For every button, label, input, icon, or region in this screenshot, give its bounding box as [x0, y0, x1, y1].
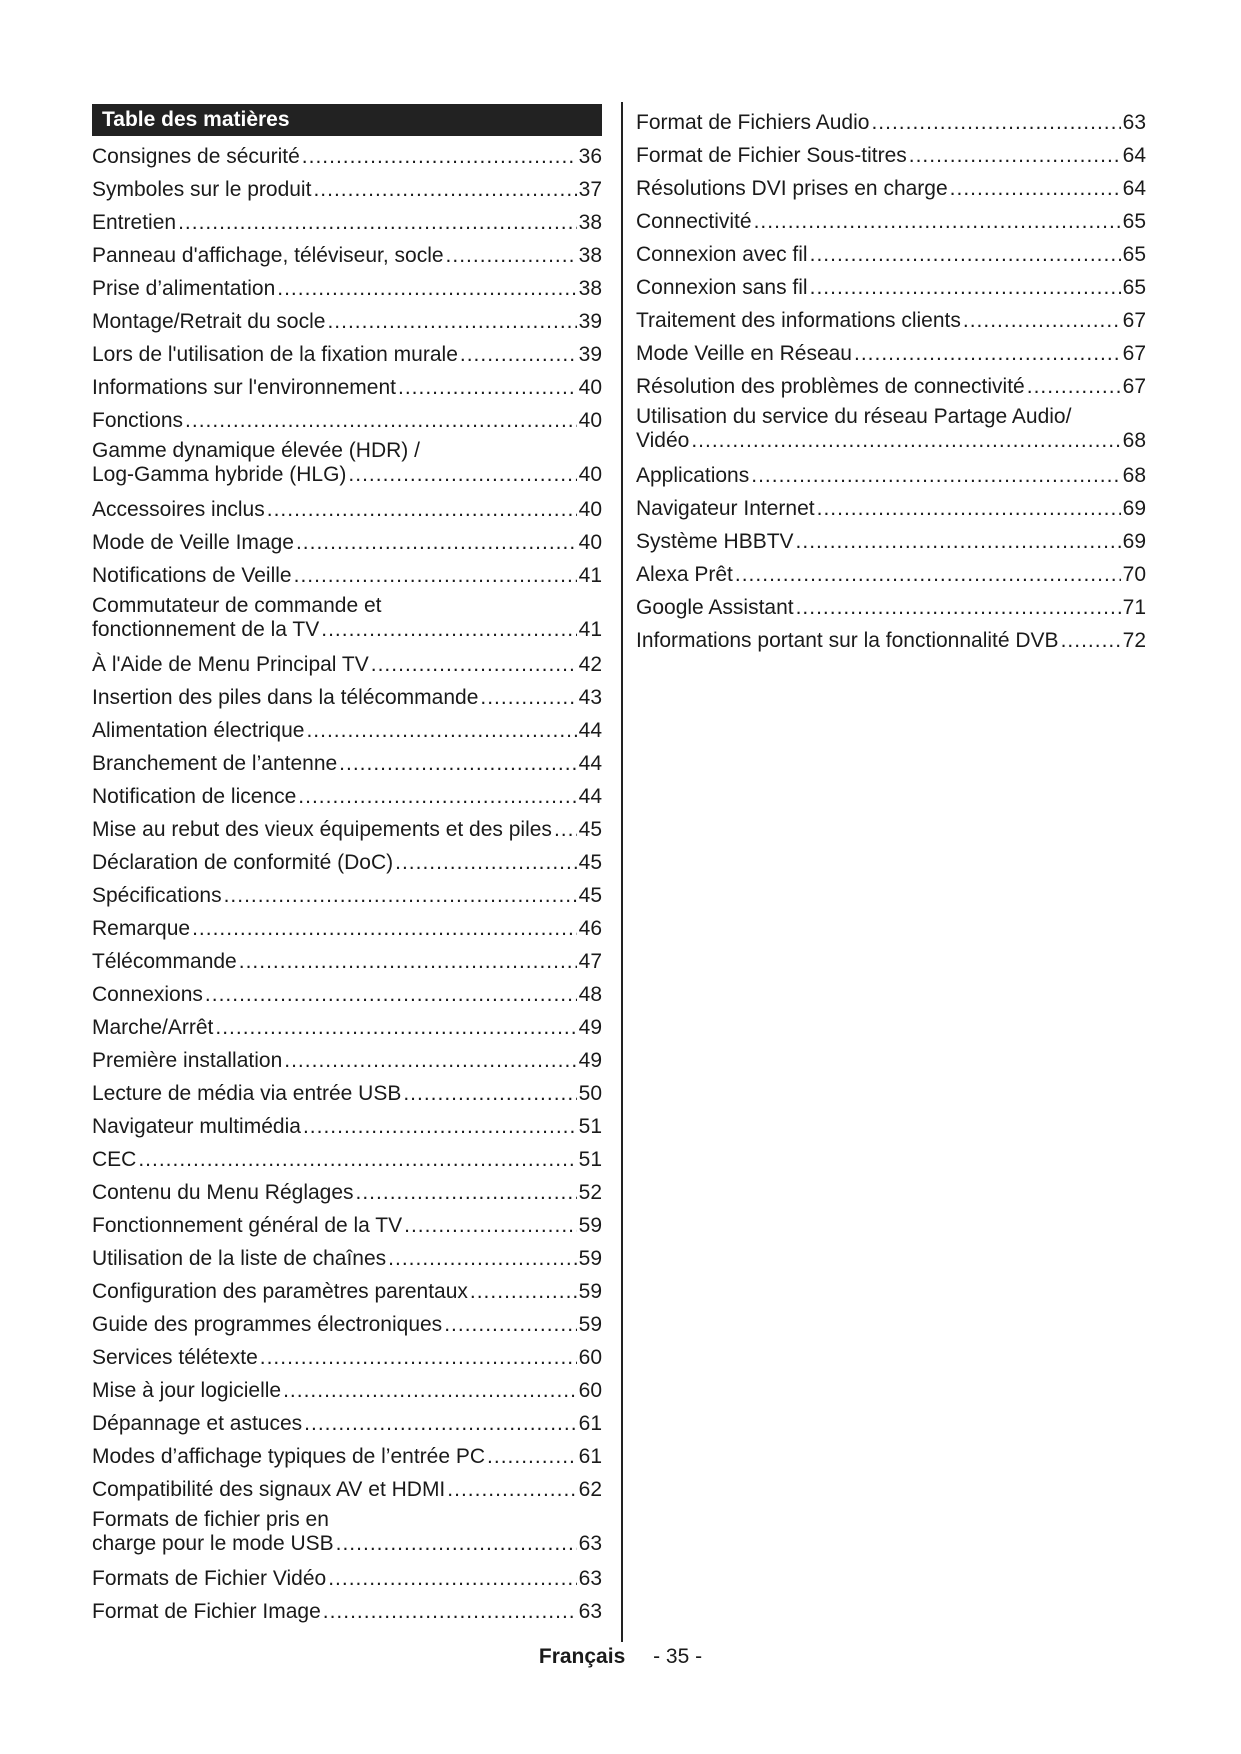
toc-page-number: 67 — [1122, 375, 1146, 398]
toc-entry — [92, 1040, 602, 1073]
toc-leader-dots — [810, 243, 1121, 267]
toc-entry — [92, 1436, 602, 1469]
toc-entry-title: Déclaration de conformité (DoC) — [92, 851, 394, 874]
toc-entry — [92, 522, 602, 555]
toc-leader-dots — [323, 1600, 577, 1624]
toc-leader-dots — [754, 210, 1121, 234]
toc-entry-title-line1: Gamme dynamique élevée (HDR) / — [92, 439, 420, 462]
toc-entry — [92, 710, 602, 743]
toc-page-number: 45 — [578, 884, 602, 907]
toc-leader-dots — [283, 1379, 577, 1403]
toc-entry — [92, 268, 602, 301]
toc-list-right — [636, 102, 1146, 653]
toc-leader-dots — [854, 342, 1121, 366]
toc-entry — [92, 743, 602, 776]
toc-leader-dots — [817, 497, 1121, 521]
toc-entry-title: fonctionnement de la TV — [92, 618, 320, 641]
toc-leader-dots — [239, 950, 577, 974]
toc-entry — [92, 644, 602, 677]
toc-page-number: 44 — [578, 752, 602, 775]
toc-entry — [92, 202, 602, 235]
toc-page-number: 59 — [578, 1214, 602, 1237]
toc-entry-title: Configuration des paramètres parentaux — [92, 1280, 468, 1303]
toc-entry — [92, 433, 602, 489]
toc-leader-dots — [470, 1280, 577, 1304]
toc-page-number: 40 — [578, 498, 602, 521]
toc-page-number: 40 — [578, 463, 602, 486]
toc-entry-title: Navigateur Internet — [636, 497, 815, 520]
toc-entry-title: Branchement de l’antenne — [92, 752, 338, 775]
toc-page-number: 47 — [578, 950, 602, 973]
toc-leader-dots — [444, 1313, 576, 1337]
toc-entry-title: Services télétexte — [92, 1346, 258, 1369]
toc-entry-title: Fonctions — [92, 409, 184, 432]
toc-entry-title: Mise au rebut des vieux équipements et des piles — [92, 818, 552, 841]
toc-leader-dots — [298, 785, 576, 809]
toc-entry-title: À l'Aide de Menu Principal TV — [92, 653, 369, 676]
column-divider — [621, 102, 623, 1642]
toc-page-number: 36 — [578, 145, 602, 168]
toc-entry — [92, 1106, 602, 1139]
toc-leader-dots — [404, 1214, 577, 1238]
toc-entry-title: Prise d’alimentation — [92, 277, 276, 300]
toc-leader-dots — [395, 851, 577, 875]
toc-entry-title: Format de Fichier Image — [92, 1600, 321, 1623]
toc-page-number: 63 — [578, 1532, 602, 1555]
toc-entry — [92, 136, 602, 169]
toc-entry — [92, 677, 602, 710]
toc-entry-title: Log-Gamma hybride (HLG) — [92, 463, 347, 486]
toc-leader-dots — [751, 464, 1120, 488]
toc-leader-dots — [403, 1082, 576, 1106]
toc-title: Table des matières — [92, 104, 602, 136]
toc-entry — [636, 620, 1146, 653]
toc-leader-dots — [178, 211, 577, 235]
toc-leader-dots — [480, 686, 576, 710]
toc-leader-dots — [302, 145, 577, 169]
toc-leader-dots — [447, 1478, 576, 1502]
page-footer — [0, 1645, 1241, 1669]
toc-page-number: 49 — [578, 1049, 602, 1072]
toc-entry — [92, 1469, 602, 1502]
toc-entry-title: Mise à jour logicielle — [92, 1379, 282, 1402]
toc-page-number: 67 — [1122, 342, 1146, 365]
toc-page-number: 60 — [578, 1346, 602, 1369]
toc-leader-dots — [267, 498, 577, 522]
toc-entry-title: Guide des programmes électroniques — [92, 1313, 443, 1336]
toc-page-number: 38 — [578, 277, 602, 300]
toc-page-number: 40 — [578, 409, 602, 432]
toc-page-number: 71 — [1122, 596, 1146, 619]
toc-entry — [92, 1403, 602, 1436]
toc-entry-title-line1: Commutateur de commande et — [92, 594, 382, 617]
toc-leader-dots — [487, 1445, 577, 1469]
toc-page-number: 40 — [578, 376, 602, 399]
toc-leader-dots — [963, 309, 1121, 333]
toc-entry-title: Vidéo — [636, 429, 690, 452]
toc-entry-title: Mode de Veille Image — [92, 531, 294, 554]
toc-entry-title: Alexa Prêt — [636, 563, 733, 586]
toc-entry-title: Compatibilité des signaux AV et HDMI — [92, 1478, 446, 1501]
footer-language: Français — [538, 1645, 626, 1668]
toc-entry-title: Format de Fichiers Audio — [636, 111, 870, 134]
toc-entry-title: Navigateur multimédia — [92, 1115, 301, 1138]
toc-entry-title: Contenu du Menu Réglages — [92, 1181, 354, 1204]
toc-entry-title: Spécifications — [92, 884, 222, 907]
toc-page-number: 37 — [578, 178, 602, 201]
toc-entry-title: Utilisation de la liste de chaînes — [92, 1247, 387, 1270]
toc-page-number: 38 — [578, 211, 602, 234]
toc-entry-title: Dépannage et astuces — [92, 1412, 303, 1435]
toc-leader-dots — [735, 563, 1121, 587]
toc-leader-dots — [950, 177, 1121, 201]
toc-entry — [92, 1007, 602, 1040]
toc-entry — [92, 1337, 602, 1370]
toc-entry-title: Alimentation électrique — [92, 719, 305, 742]
toc-leader-dots — [294, 564, 577, 588]
toc-entry-title: Lors de l'utilisation de la fixation murale — [92, 343, 458, 366]
toc-entry — [636, 488, 1146, 521]
toc-page-number: 65 — [1122, 243, 1146, 266]
toc-page-number: 49 — [578, 1016, 602, 1039]
toc-entry — [636, 234, 1146, 267]
toc-leader-dots — [328, 1567, 576, 1591]
toc-entry — [92, 941, 602, 974]
toc-leader-dots — [348, 463, 576, 487]
toc-page-number: 44 — [578, 785, 602, 808]
toc-entry-title: Symboles sur le produit — [92, 178, 312, 201]
toc-page-number: 48 — [578, 983, 602, 1006]
toc-entry-title: Format de Fichier Sous-titres — [636, 144, 907, 167]
toc-page-number: 65 — [1122, 210, 1146, 233]
toc-entry-title: Marche/Arrêt — [92, 1016, 214, 1039]
toc-page-number: 67 — [1122, 309, 1146, 332]
toc-entry-title: Connexion avec fil — [636, 243, 808, 266]
toc-page-number: 45 — [578, 851, 602, 874]
toc-page-number: 40 — [578, 531, 602, 554]
toc-leader-dots — [284, 1049, 576, 1073]
toc-entry — [92, 367, 602, 400]
toc-leader-dots — [205, 983, 577, 1007]
toc-leader-dots — [215, 1016, 576, 1040]
toc-page-number: 61 — [578, 1445, 602, 1468]
toc-page-number: 64 — [1122, 177, 1146, 200]
toc-list-left — [92, 136, 602, 1624]
toc-leader-dots — [871, 111, 1120, 135]
toc-entry — [636, 135, 1146, 168]
toc-page-number: 59 — [578, 1280, 602, 1303]
toc-leader-dots — [446, 244, 577, 268]
toc-page-number: 69 — [1122, 497, 1146, 520]
toc-page-number: 39 — [578, 343, 602, 366]
toc-entry — [636, 399, 1146, 455]
toc-page-number: 70 — [1122, 563, 1146, 586]
toc-entry-title: Connectivité — [636, 210, 752, 233]
toc-entry-title: Insertion des piles dans la télécommande — [92, 686, 479, 709]
toc-entry — [92, 776, 602, 809]
toc-entry-title: Fonctionnement général de la TV — [92, 1214, 403, 1237]
toc-entry — [92, 1073, 602, 1106]
toc-entry — [92, 400, 602, 433]
toc-leader-dots — [1061, 629, 1121, 653]
footer-page-number: - 35 - — [653, 1645, 703, 1668]
toc-page-number: 68 — [1122, 429, 1146, 452]
toc-page-number: 62 — [578, 1478, 602, 1501]
toc-entry — [636, 102, 1146, 135]
toc-entry — [92, 588, 602, 644]
toc-page-number: 44 — [578, 719, 602, 742]
toc-entry — [92, 974, 602, 1007]
toc-leader-dots — [336, 1532, 577, 1556]
toc-entry-title: Notification de licence — [92, 785, 297, 808]
toc-entry — [636, 366, 1146, 399]
toc-entry — [636, 267, 1146, 300]
toc-leader-dots — [371, 653, 577, 677]
toc-entry-title: charge pour le mode USB — [92, 1532, 334, 1555]
toc-entry — [636, 333, 1146, 366]
toc-page-number: 50 — [578, 1082, 602, 1105]
toc-entry-title: CEC — [92, 1148, 137, 1171]
toc-entry — [92, 334, 602, 367]
toc-entry-title: Télécommande — [92, 950, 237, 973]
toc-page-number: 41 — [578, 564, 602, 587]
toc-entry — [636, 300, 1146, 333]
toc-leader-dots — [321, 618, 576, 642]
toc-entry — [92, 301, 602, 334]
toc-page-number: 61 — [578, 1412, 602, 1435]
toc-entry — [92, 1238, 602, 1271]
toc-page-number: 63 — [1122, 111, 1146, 134]
toc-page-number: 60 — [578, 1379, 602, 1402]
toc-page-number: 59 — [578, 1313, 602, 1336]
toc-page-number: 51 — [578, 1148, 602, 1171]
toc-page-number: 45 — [578, 818, 602, 841]
toc-page-number: 68 — [1122, 464, 1146, 487]
toc-entry-title: Entretien — [92, 211, 177, 234]
toc-leader-dots — [1027, 375, 1121, 399]
toc-entry — [92, 169, 602, 202]
toc-entry — [636, 201, 1146, 234]
toc-entry-title: Remarque — [92, 917, 191, 940]
toc-entry — [92, 1502, 602, 1558]
toc-leader-dots — [460, 343, 577, 367]
toc-entry — [92, 1271, 602, 1304]
toc-leader-dots — [277, 277, 576, 301]
toc-leader-dots — [554, 818, 577, 842]
toc-leader-dots — [909, 144, 1121, 168]
toc-left-column — [92, 102, 602, 1624]
toc-leader-dots — [185, 409, 577, 433]
toc-leader-dots — [388, 1247, 576, 1271]
toc-right-column — [636, 102, 1146, 653]
toc-leader-dots — [327, 310, 576, 334]
toc-page-number: 39 — [578, 310, 602, 333]
toc-entry-title: Modes d’affichage typiques de l’entrée PC — [92, 1445, 486, 1468]
toc-entry-title: Traitement des informations clients — [636, 309, 961, 332]
toc-entry — [92, 235, 602, 268]
toc-entry — [92, 1139, 602, 1172]
toc-entry — [92, 875, 602, 908]
toc-leader-dots — [296, 531, 577, 555]
toc-page-number: 38 — [578, 244, 602, 267]
toc-entry-title-line1: Utilisation du service du réseau Partage Audio/ — [636, 405, 1072, 428]
toc-entry-title: Résolutions DVI prises en charge — [636, 177, 948, 200]
toc-entry — [92, 1304, 602, 1337]
toc-entry-title: Résolution des problèmes de connectivité — [636, 375, 1025, 398]
toc-entry-title: Google Assistant — [636, 596, 794, 619]
toc-entry-title: Applications — [636, 464, 750, 487]
toc-entry-title: Informations portant sur la fonctionnalité DVB — [636, 629, 1059, 652]
toc-entry — [92, 555, 602, 588]
toc-entry — [92, 809, 602, 842]
toc-entry-title: Panneau d'affichage, téléviseur, socle — [92, 244, 444, 267]
toc-leader-dots — [138, 1148, 576, 1172]
toc-page-number: 72 — [1122, 629, 1146, 652]
toc-leader-dots — [304, 1412, 576, 1436]
toc-entry — [92, 1172, 602, 1205]
toc-page-number: 52 — [578, 1181, 602, 1204]
toc-leader-dots — [356, 1181, 577, 1205]
toc-entry-title-line1: Formats de fichier pris en — [92, 1508, 329, 1531]
toc-entry-title: Notifications de Veille — [92, 564, 292, 587]
toc-entry — [92, 842, 602, 875]
toc-entry-title: Connexion sans fil — [636, 276, 808, 299]
toc-entry — [92, 1205, 602, 1238]
toc-entry — [636, 521, 1146, 554]
toc-leader-dots — [810, 276, 1121, 300]
toc-entry — [92, 1591, 602, 1624]
toc-entry-title: Lecture de média via entrée USB — [92, 1082, 402, 1105]
toc-page-number: 63 — [578, 1600, 602, 1623]
toc-leader-dots — [339, 752, 576, 776]
toc-page-number: 69 — [1122, 530, 1146, 553]
toc-page-number: 65 — [1122, 276, 1146, 299]
toc-page-number: 46 — [578, 917, 602, 940]
toc-page-number: 64 — [1122, 144, 1146, 167]
toc-page-number: 59 — [578, 1247, 602, 1270]
toc-page-number: 63 — [578, 1567, 602, 1590]
toc-leader-dots — [306, 719, 576, 743]
toc-entry-title: Système HBBTV — [636, 530, 794, 553]
toc-entry-title: Accessoires inclus — [92, 498, 265, 521]
toc-leader-dots — [398, 376, 577, 400]
toc-entry — [636, 168, 1146, 201]
toc-entry-title: Première installation — [92, 1049, 283, 1072]
toc-page-number: 43 — [578, 686, 602, 709]
toc-entry-title: Formats de Fichier Vidéo — [92, 1567, 327, 1590]
toc-leader-dots — [796, 596, 1121, 620]
toc-entry — [636, 587, 1146, 620]
toc-leader-dots — [224, 884, 577, 908]
toc-leader-dots — [796, 530, 1121, 554]
toc-entry-title: Montage/Retrait du socle — [92, 310, 326, 333]
toc-page-number: 41 — [578, 618, 602, 641]
toc-leader-dots — [260, 1346, 577, 1370]
toc-entry-title: Connexions — [92, 983, 203, 1006]
toc-entry — [92, 1558, 602, 1591]
toc-entry-title: Mode Veille en Réseau — [636, 342, 852, 365]
toc-entry — [92, 489, 602, 522]
toc-leader-dots — [303, 1115, 577, 1139]
toc-entry-title: Consignes de sécurité — [92, 145, 300, 168]
toc-entry — [92, 908, 602, 941]
toc-page-number: 42 — [578, 653, 602, 676]
toc-entry — [636, 455, 1146, 488]
toc-entry — [92, 1370, 602, 1403]
toc-leader-dots — [691, 429, 1120, 453]
toc-leader-dots — [313, 178, 576, 202]
toc-entry — [636, 554, 1146, 587]
toc-entry-title: Informations sur l'environnement — [92, 376, 396, 399]
toc-leader-dots — [192, 917, 577, 941]
toc-page-number: 51 — [578, 1115, 602, 1138]
